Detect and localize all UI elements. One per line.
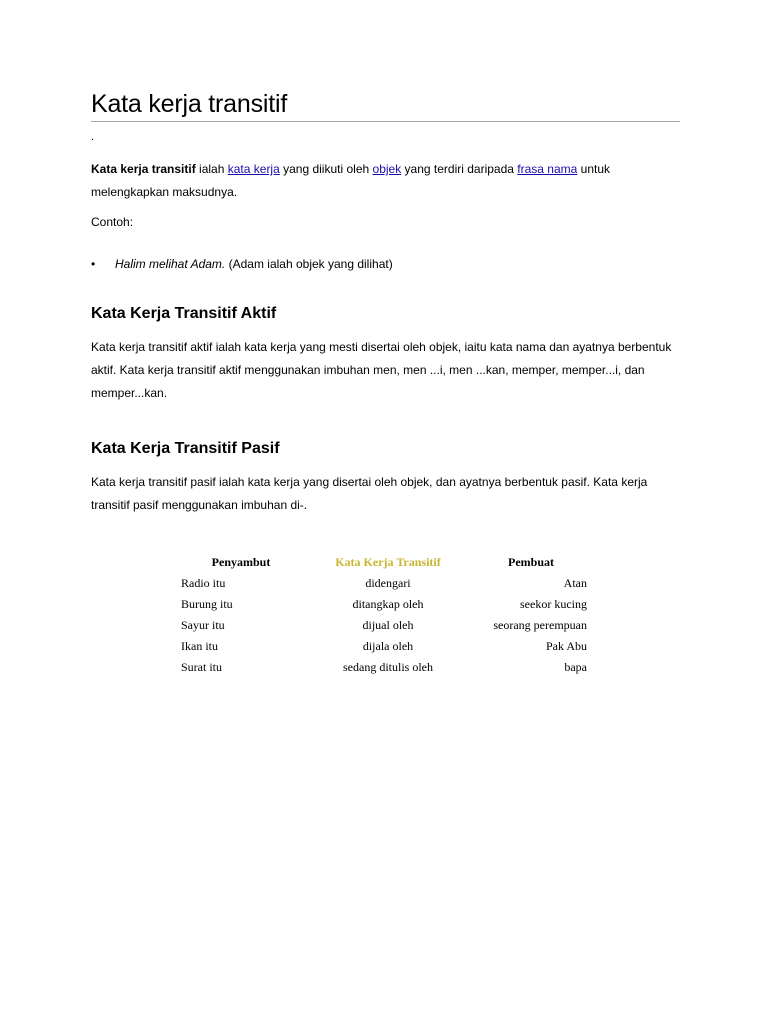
table-row: [175, 573, 593, 594]
cell-penyambut: Radio itu: [181, 576, 226, 590]
intro-text-3: yang terdiri daripada: [401, 162, 518, 176]
header-penyambut: Penyambut: [211, 555, 271, 569]
cell-penyambut: Burung itu: [181, 597, 233, 611]
example-list-item: [91, 253, 393, 276]
cell-pembuat: bapa: [564, 660, 587, 674]
table-row: [175, 615, 593, 636]
passive-verb-table: [175, 552, 593, 678]
paragraph-transitif-aktif: Kata kerja transitif aktif ialah kata kerja yang mesti disertai oleh objek, iaitu kata nama dan ayatnya berbentuk aktif. Kata kerja transitif aktif menggunakan imbuhan men, men ...i, men ...kan, memper, memper...i, dan memper...kan.: [91, 340, 672, 400]
bullet-icon: •: [91, 257, 96, 271]
intro-paragraph: [91, 158, 691, 204]
link-frasa-nama[interactable]: frasa nama: [517, 162, 578, 176]
table-row: [175, 657, 593, 678]
cell-pembuat: seekor kucing: [520, 597, 587, 611]
cell-pembuat: Pak Abu: [545, 639, 587, 653]
cell-pembuat: seorang perempuan: [493, 618, 587, 632]
header-pembuat: Pembuat: [508, 555, 554, 569]
cell-penyambut: Ikan itu: [181, 639, 218, 653]
heading-transitif-pasif: Kata Kerja Transitif Pasif: [91, 440, 280, 457]
intro-text-2: yang diikuti oleh: [279, 162, 373, 176]
intro-bold-term: Kata kerja transitif: [91, 162, 196, 176]
cell-kata-kerja: dijala oleh: [362, 639, 414, 653]
cell-kata-kerja: didengari: [365, 576, 411, 590]
example-note: (Adam ialah objek yang dilihat): [225, 257, 393, 271]
link-objek[interactable]: objek: [372, 162, 402, 176]
table-header-row: [175, 552, 593, 573]
link-kata-kerja[interactable]: kata kerja: [227, 162, 280, 176]
example-sentence: Halim melihat Adam.: [115, 257, 226, 271]
table-row: [175, 636, 593, 657]
cell-kata-kerja: dijual oleh: [362, 618, 414, 632]
cell-penyambut: Sayur itu: [181, 618, 225, 632]
table-row: [175, 594, 593, 615]
cell-pembuat: Atan: [563, 576, 587, 590]
page-title: Kata kerja transitif: [91, 90, 288, 118]
cell-kata-kerja: sedang ditulis oleh: [343, 660, 433, 674]
cell-kata-kerja: ditangkap oleh: [352, 597, 424, 611]
paragraph-transitif-pasif: Kata kerja transitif pasif ialah kata kerja yang disertai oleh objek, dan ayatnya berbentuk pasif. Kata kerja transitif pasif menggunakan imbuhan di-.: [91, 475, 648, 512]
header-kata-kerja-transitif: Kata Kerja Transitif: [335, 555, 441, 569]
intro-text-4: untuk melengkapkan maksudnya.: [91, 162, 611, 199]
title-divider: [91, 121, 680, 122]
contoh-label: Contoh:: [91, 215, 134, 229]
heading-transitif-aktif: Kata Kerja Transitif Aktif: [91, 305, 277, 322]
intro-text-1: ialah: [195, 162, 228, 176]
cell-penyambut: Surat itu: [181, 660, 222, 674]
stray-dot: .: [91, 131, 95, 143]
